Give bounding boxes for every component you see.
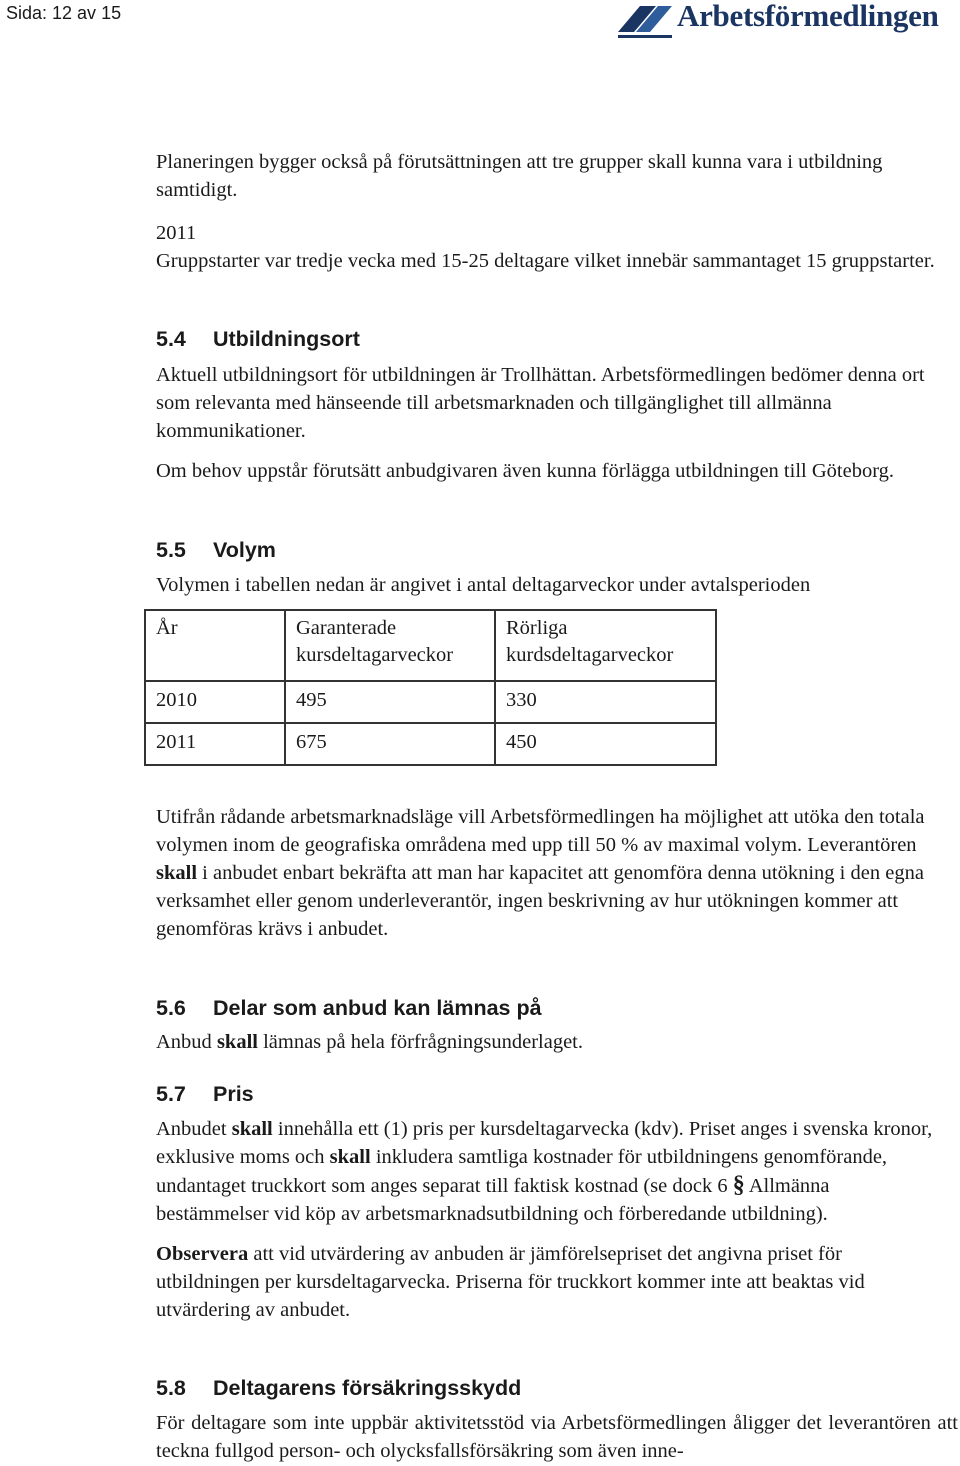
section-number: 5.8 [156, 1376, 186, 1400]
table-header-cell: Rörliga kurdsdeltagarveckor [495, 610, 716, 681]
section-heading-5-8 [156, 1374, 521, 1402]
volume-intro [156, 571, 946, 599]
text-run: Allmänna bestämmelser vid köp av arbetsmarknadsutbildning och förberedande utbildning). [156, 1175, 830, 1225]
table-cell: 330 [495, 681, 716, 723]
intro-section [156, 148, 946, 275]
section-title: Utbildningsort [213, 327, 360, 351]
table-row [145, 723, 716, 765]
text-run: Utifrån rådande arbetsmarknadsläge vill Arbetsförmedlingen ha möjlighet att utöka den totala volymen inom de geografiska områdena med upp till 50 % av maximal volym. Leverantören [156, 806, 925, 856]
section-number: 5.7 [156, 1082, 186, 1106]
text-run: innehålla ett (1) pris per kursdeltagarvecka (kdv). Priset anges i svenska kronor, exklusive moms och [156, 1118, 933, 1168]
table-header-row [145, 610, 716, 681]
emphasis: skall [216, 1031, 258, 1053]
emphasis: Observera [156, 1243, 249, 1265]
year-label: 2011 [156, 222, 197, 244]
paragraph: Om behov uppstår förutsätt anbudgivaren även kunna förlägga utbildningen till Göteborg. [156, 460, 895, 482]
text-run: att vid utvärdering av anbuden är jämförelsepriset det angivna priset för utbildningen per kursdeltagarvecka. Priserna för truckkort kommer inte att beaktas vid utvärdering av anbudet. [156, 1243, 865, 1321]
table-cell: 675 [285, 723, 495, 765]
text-run: i anbudet enbart bekräfta att man har kapacitet att genomföra denna utökning i den egna verksamhet eller genom underleverantör, ingen beskrivning av hur utökningen kommer att genomföras krävs i anbudet. [156, 862, 924, 940]
logo-wordmark: Arbetsförmedlingen [677, 0, 939, 33]
emphasis: skall [156, 862, 198, 884]
arbetsformedlingen-logo-icon [616, 2, 674, 40]
emphasis: skall [329, 1146, 371, 1168]
table-cell: 2011 [145, 723, 285, 765]
intro-paragraph: Planeringen bygger också på förutsättningen att tre grupper skall kunna vara i utbildning samtidigt. [156, 151, 883, 201]
page-number-label: Sida: 12 av 15 [6, 3, 122, 23]
volume-paragraph [156, 803, 946, 943]
section-number: 5.6 [156, 996, 186, 1020]
emphasis: skall [231, 1118, 273, 1140]
section-title: Deltagarens försäkringsskydd [213, 1376, 522, 1400]
table-cell: 495 [285, 681, 495, 723]
section-heading-5-7 [156, 1080, 254, 1108]
section-title: Delar som anbud kan lämnas på [213, 996, 542, 1020]
text-run: Anbud [156, 1031, 217, 1053]
intro-paragraph-2: Gruppstarter var tredje vecka med 15-25 deltagare vilket innebär sammantaget 15 gruppstarter. [156, 250, 935, 272]
paragraph: För deltagare som inte uppbär aktivitetsstöd via Arbetsförmedlingen åligger det leverantören att teckna fullgod person- och olycksfallsförsäkring som även inne- [156, 1412, 958, 1462]
table-header-cell: Garanterade kursdeltagarveckor [285, 610, 495, 681]
table-row [145, 681, 716, 723]
paragraph: Aktuell utbildningsort för utbildningen är Trollhättan. Arbetsförmedlingen bedömer denna ort som relevanta med hänseende till arbetsmarknaden och tillgänglighet till allmänna kommunikationer. [156, 364, 925, 442]
table-cell: 450 [495, 723, 716, 765]
section-number: 5.5 [156, 538, 186, 562]
table-cell: 2010 [145, 681, 285, 723]
section-heading-5-4 [156, 325, 360, 353]
section-5-7-body [156, 1115, 946, 1324]
arbetsformedlingen-logo [616, 0, 951, 44]
section-heading-5-6 [156, 994, 542, 1022]
section-symbol: § [732, 1172, 745, 1198]
section-5-8-body [156, 1409, 958, 1465]
volume-table [144, 609, 717, 766]
text-run: inkludera samtliga kostnader för utbildningens genomförande, undantaget truckkort som anges separat till faktisk kostnad (se dock 6 [156, 1146, 888, 1197]
text-run: lämnas på hela förfrågningsunderlaget. [257, 1031, 583, 1053]
section-number: 5.4 [156, 327, 186, 351]
paragraph: Volymen i tabellen nedan är angivet i antal deltagarveckor under avtalsperioden [156, 574, 811, 596]
section-5-4-body [156, 361, 946, 485]
section-heading-5-5 [156, 536, 276, 564]
table-header-cell: År [145, 610, 285, 681]
section-5-6-body [156, 1028, 946, 1056]
section-title: Volym [213, 538, 276, 562]
section-title: Pris [213, 1082, 254, 1106]
text-run: Anbudet [156, 1118, 232, 1140]
